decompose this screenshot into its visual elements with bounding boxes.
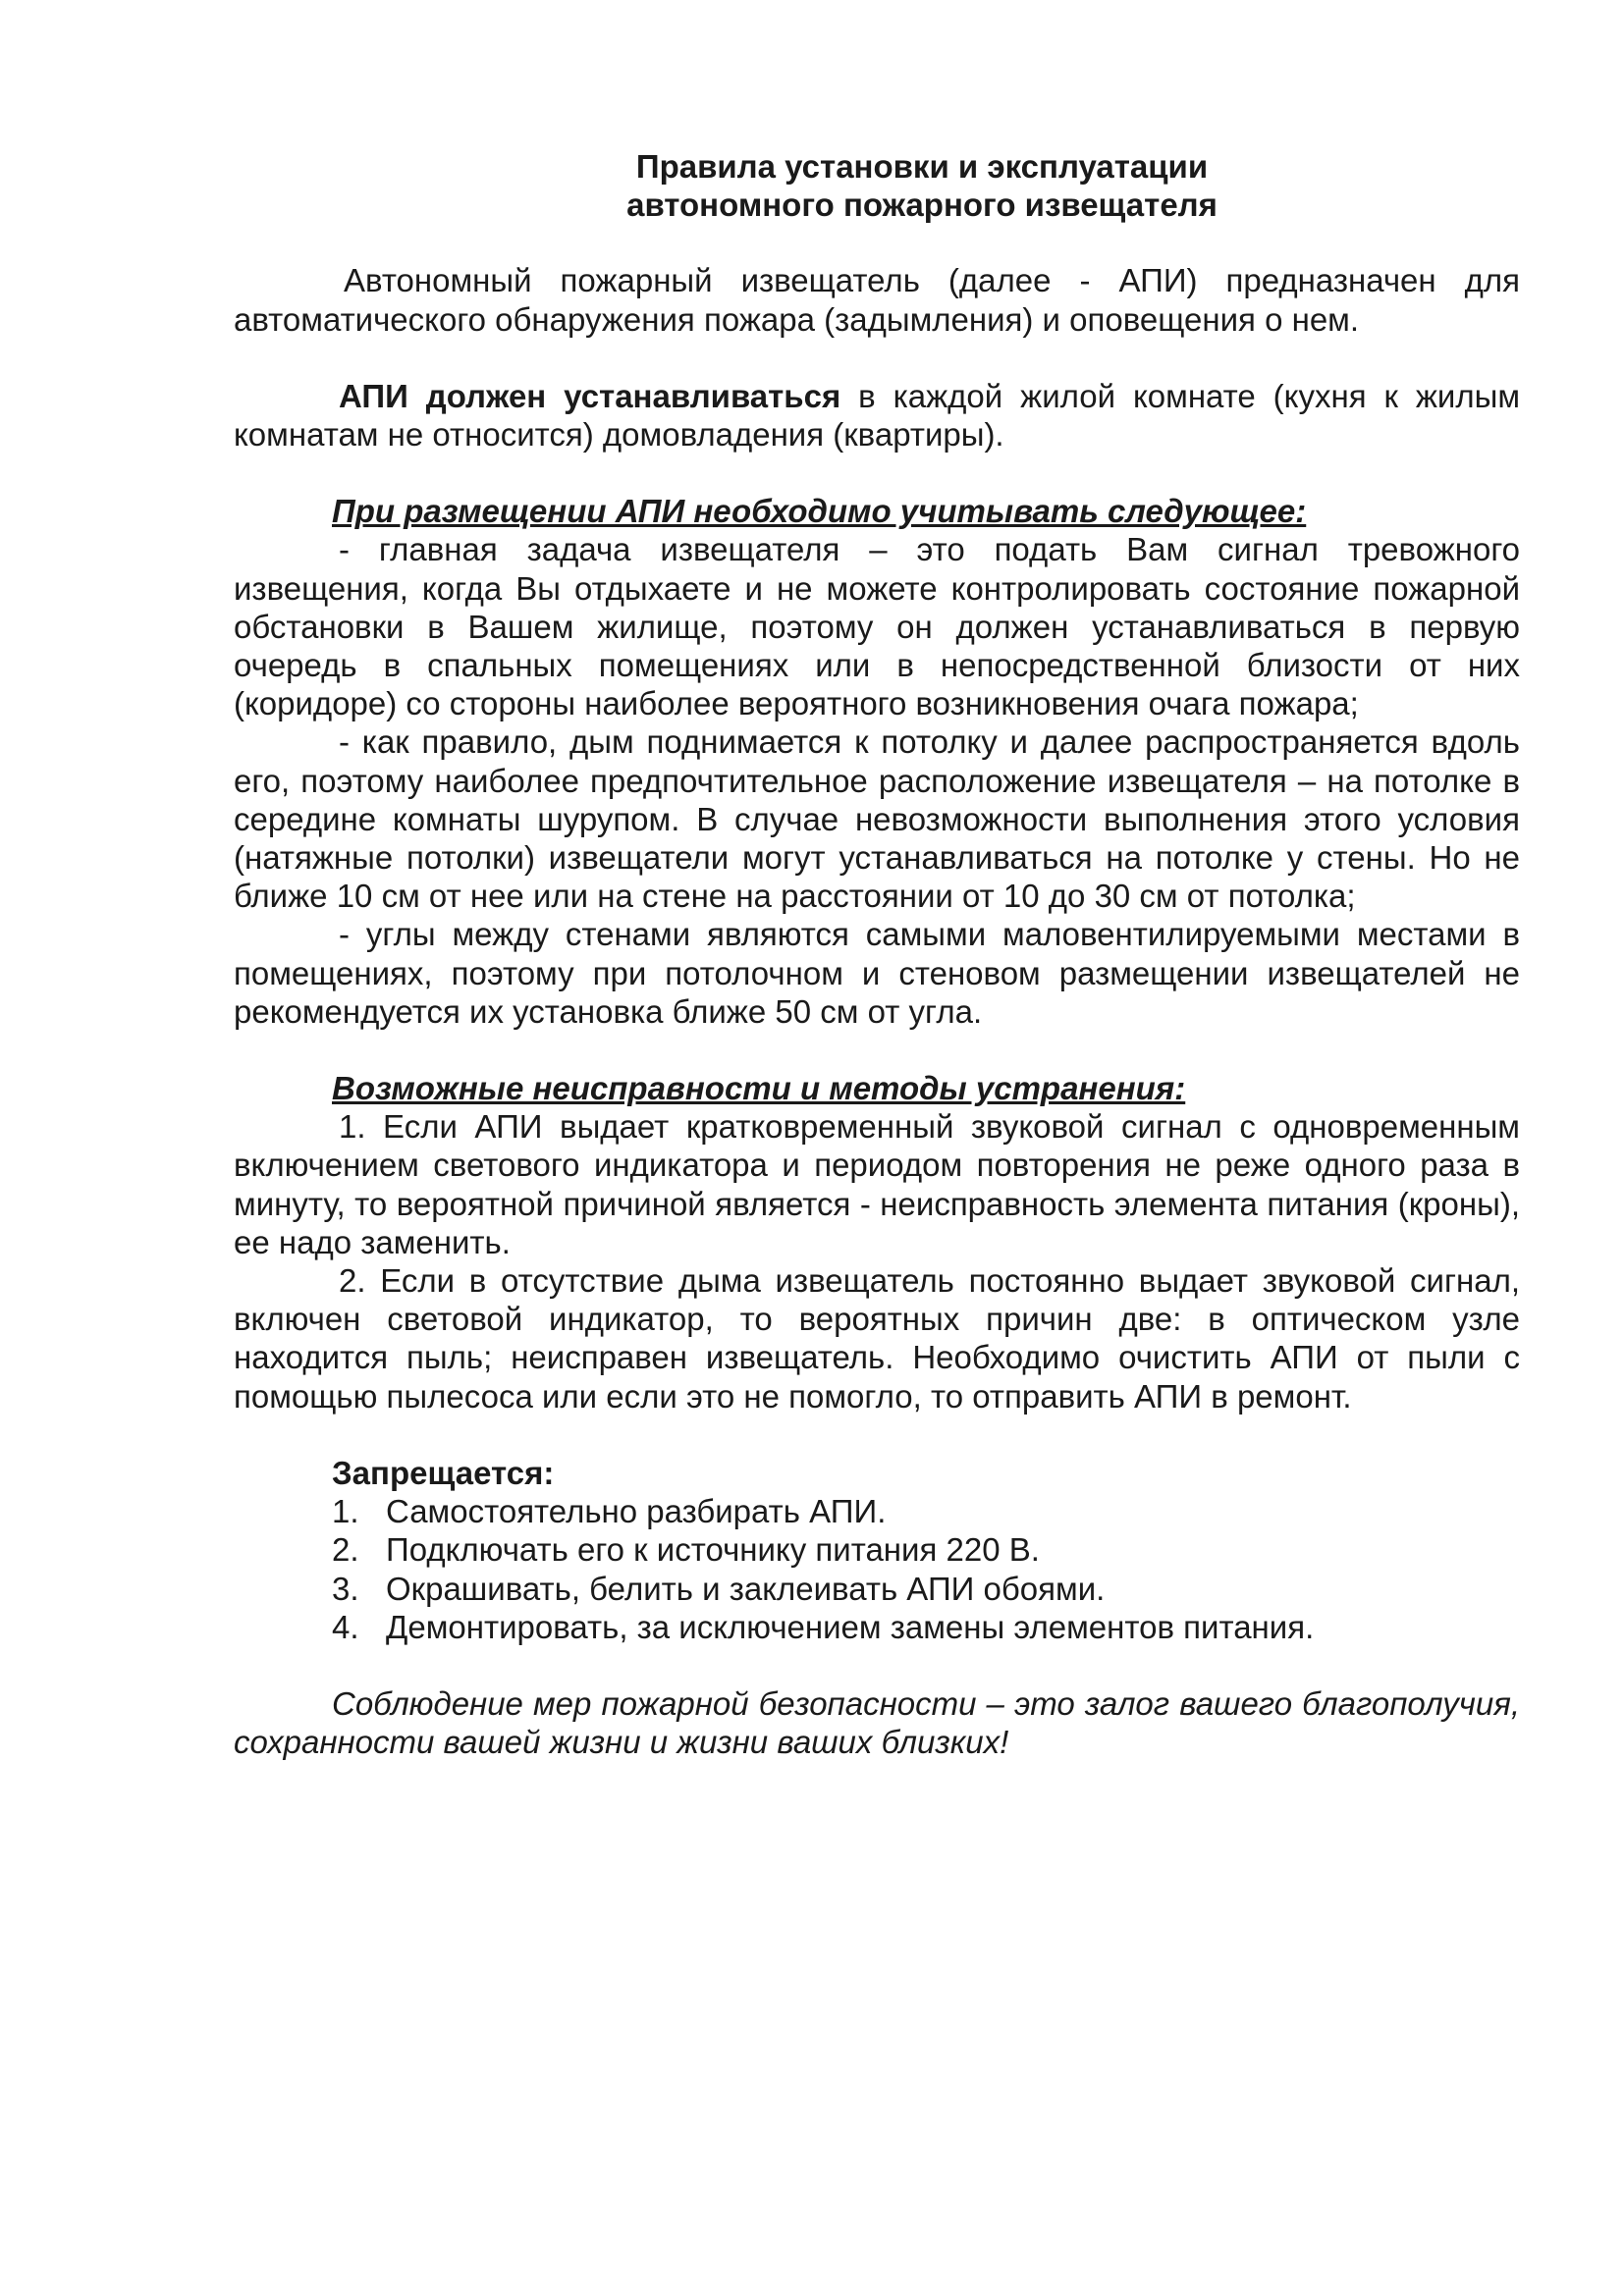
placement-item-1: - главная задача извещателя – это подать Вам сигнал тревожного извещения, когда Вы отдыхаете и не можете контролировать состояние пожарной обстановки в Вашем жилище, поэтому он должен устанавливаться в первую очередь в спальных помещениях или в непосредственной близости от них (коридоре) со стороны наиболее вероятного возникновения очага пожара; bbox=[234, 531, 1520, 722]
fault-item-2: 2. Если в отсутствие дыма извещатель постоянно выдает звуковой сигнал, включен световой индикатор, то вероятных причин две: в оптическом узле находится пыль; неисправен извещатель. Необходимо очистить АПИ от пыли с помощью пылесоса или если это не помогло, то отправить АПИ в ремонт. bbox=[234, 1262, 1520, 1415]
install-bold-text: АПИ должен устанавливаться bbox=[339, 377, 841, 414]
forbidden-item-text: Демонтировать, за исключением замены элементов питания. bbox=[386, 1608, 1315, 1645]
install-rest-text: в каждой жилой комнате (кухня к жилым комнатам не относится) домовладения (квартиры). bbox=[234, 377, 1521, 454]
forbidden-item-number: 3. bbox=[332, 1570, 359, 1607]
placement-heading: При размещении АПИ необходимо учитывать следующее: bbox=[332, 493, 1307, 530]
title-line-2: автономного пожарного извещателя bbox=[626, 187, 1218, 224]
forbidden-item-text: Подключать его к источнику питания 220 В. bbox=[386, 1531, 1040, 1569]
title-line-1: Правила установки и эксплуатации bbox=[635, 148, 1209, 185]
placement-item-3: - углы между стенами являются самыми маловентилируемыми местами в помещениях, поэтому при потолочном и стеновом размещении извещателей не рекомендуется их установка ближе 50 см от угла. bbox=[234, 916, 1520, 1030]
forbidden-item-number: 4. bbox=[332, 1608, 359, 1645]
forbidden-item bbox=[332, 1492, 1520, 1530]
forbidden-item-number: 2. bbox=[332, 1531, 359, 1569]
closing-paragraph: Соблюдение мер пожарной безопасности – это залог вашего благополучия, сохранности вашей жизни и жизни ваших близких! bbox=[234, 1684, 1520, 1761]
install-paragraph bbox=[234, 377, 1520, 454]
document-page bbox=[234, 147, 1520, 1761]
forbidden-heading: Запрещается: bbox=[332, 1454, 555, 1491]
forbidden-item-text: Окрашивать, белить и заклеивать АПИ обоями. bbox=[386, 1570, 1106, 1607]
forbidden-item-number: 1. bbox=[332, 1493, 359, 1530]
intro-paragraph: Автономный пожарный извещатель (далее - АПИ) предназначен для автоматического обнаружения пожара (задымления) и оповещения о нем. bbox=[234, 262, 1520, 338]
forbidden-item bbox=[332, 1570, 1520, 1608]
faults-heading: Возможные неисправности и методы устранения: bbox=[332, 1070, 1186, 1107]
forbidden-list bbox=[234, 1492, 1520, 1646]
forbidden-item bbox=[332, 1608, 1520, 1646]
placement-item-2: - как правило, дым поднимается к потолку и далее распространяется вдоль его, поэтому наиболее предпочтительное расположение извещателя – на потолке в середине комнаты шурупом. В случае невозможности выполнения этого условия (натяжные потолки) извещатели могут устанавливаться на потолке у стены. Но не ближе 10 см от нее или на стене на расстоянии от 10 до 30 см от потолка; bbox=[234, 723, 1520, 915]
fault-item-1: 1. Если АПИ выдает кратковременный звуковой сигнал с одновременным включением светового индикатора и периодом повторения не реже одного раза в минуту, то вероятной причиной является - неисправность элемента питания (кроны), ее надо заменить. bbox=[234, 1108, 1520, 1260]
forbidden-item bbox=[332, 1530, 1520, 1569]
document-title bbox=[234, 147, 1520, 224]
forbidden-item-text: Самостоятельно разбирать АПИ. bbox=[386, 1493, 887, 1530]
